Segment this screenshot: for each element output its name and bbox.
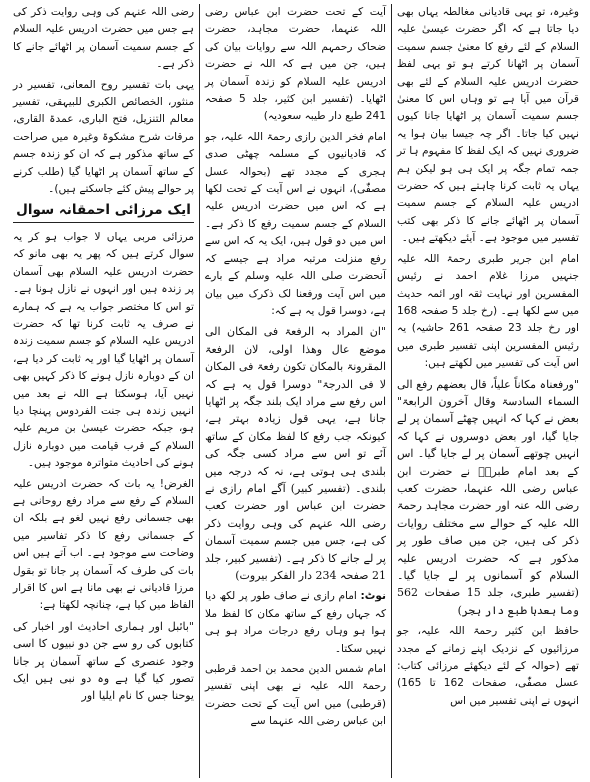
quoted-passage: "ان المراد بہ الرفعۃ فی المکان الی موضع عال وھذا اولی، لان الرفعۃ المقرونۃ بالمکان تکون رفعۃ فی المکان لا فی الدرجۃ" دوسرا قول یہ ہے کہ اس رفع سے مراد ایک بلند جگہ پر اٹھایا جانا ہے، یہی قول زیادہ بہتر ہے، کیونکہ جب رفع کا لفظ مکان کے ساتھ آئے تو اس سے مراد کسی جگہ کی بلندی ہی ہوتی ہے، نہ کہ درجہ میں بلندی۔ (تفسیر کبیر) آگے امام رازی نے حضرت ابن عباس اور حضرت کعب رضی اللہ عنہم کی وہی روایت ذکر کی ہے، جس میں جسم سمیت آسمان پر لے جانے کا ذکر ہے۔ (تفسیر کبیر، جلد 21 صفحہ 234 دار الفکر بیروت)	[205, 325, 386, 582]
paragraph: وغیرہ، تو یہی قادیانی مغالطہ یہاں بھی دیا جاتا ہے کہ اگر حضرت عیسیٰ علیہ السلام کے لئے رفع کا معنیٰ جسم سمیت آسمان پر اٹھانا کرتے ہو تو یہی لفظ حضرت ادریس علیہ السلام کے لئے بھی قرآن میں آیا ہے تو وہاں اس کا معنیٰ جسم سمیت آسمان پر اٹھایا جانا کیوں نہیں کیا جاتا۔ اگر چہ جیسا بیان ہوا یہ ضروری نہیں کہ ایک لفظ کا مفہوم ہا تر جمہ تمام جگہ پر ایک ہی ہو لیکن ہم یہاں یہ ثابت کرنا چاہتے ہیں کہ حضرت ادریس علیہ السلام کے جسم سمیت آسمان پر اٹھائے جانے کا ذکر بھی کتب تفسیر میں موجود ہے۔ آیئے دیکھتے ہیں۔	[397, 6, 579, 245]
section-heading: ایک مرزائی احمقانہ سوال	[13, 202, 194, 222]
column-right	[392, 4, 584, 778]
paragraph: الغرض! یہ بات کہ حضرت ادریس علیہ السلام کے رفع سے مراد رفع روحانی ہے بھی جسمانی رفع نہیں لغو ہے بلکہ ان کے جسمانی رفع کا ذکر تفاسیر میں وضاحت سے موجود ہے۔ اب آتے ہیں اس بات کی طرف کہ آسمان پر جانا تو بقول مرزا قادیانی نے بھی مانا ہے اس کا اقرار الفاظ میں کیا ہے، چنانچہ لکھتا ہے:	[13, 477, 194, 612]
paragraph: امام فخر الدین رازی رحمۃ اللہ علیہ، جو کہ قادیانیوں کے مسلمہ چھٹی صدی ہجری کے مجدد تھے (بحوالہ عسل مصفّٰی)، انہوں نے اس آیت کے تحت لکھا ہے کہ اس میں حضرت ادریس علیہ السلام کے جسم سمیت رفع کا ذکر ہے۔ اس میں دو قول ہیں، ایک یہ کہ اس سے رفع منزلت مرتبہ مراد ہے جیسے کہ آنحضرت صلی اللہ علیہ وسلم کے بارے میں اس آیت ورفعنا لک ذکرک میں بیان ہے، دوسرا قول یہ ہے کہ:	[205, 130, 386, 317]
note-label: نوٹ:	[360, 590, 386, 603]
paragraph: یہی بات تفسیر روح المعانی، تفسیر در منثور، الخصائص الکبری للبیہقی، تفسیر معالم التنزیل، فتح الباری، عمدۃ القاری، مرقات شرح مشکوۃ وغیرہ میں صراحت کے ساتھ مذکور ہے کہ ان کو زندہ جسم کے ساتھ آسمان پر اٹھایا گیا (طلب کرنے پر حوالے پیش کئے جاسکتے ہیں)۔	[13, 78, 194, 196]
quoted-passage: "ورفعناہ مکاناً علیاً، قال بعضھم رفع الی السماء السادسۃ وقال آخرون الرابعۃ" بعض نے کہا کہ انہیں چھٹے آسمان پر لے جایا گیا، اور بعض دوسروں نے کہا کہ انہیں چوتھے آسمان پر لے جایا گیا۔ اس کے بعد امام طبریؒ نے حضرت ابن عباس رضی اللہ عنہما، حضرت کعب رضی اللہ عنہ اور حضرت مجاہد رحمۃ اللہ علیہ کے حوالے سے مختلف روایات ذکر کی ہیں، جن میں صاف طور پر مذکور ہے کہ حضرت ادریس علیہ السلام کو آسمانوں پر لے جایا گیا۔ (تفسیر طبری، جلد 15 صفحات 562 وما بعدہا طبع دار ہجر)	[397, 377, 579, 617]
note-paragraph	[205, 588, 386, 658]
paragraph: رضی اللہ عنہم کی وہی روایت ذکر کی ہے جس میں حضرت ادریس علیہ السلام کے جسم سمیت آسمان پر اٹھائے جانے کا ذکر ہے۔	[13, 6, 194, 71]
paragraph: امام ابن جریر طبری رحمۃ اللہ علیہ جنہیں مرزا غلام احمد نے رئیس المفسرین اور نہایت ثقہ اور ائمہ حدیث میں سے لکھا ہے۔ (رخ جلد 5 صفحہ 168 اور رخ جلد 23 صفحہ 261 حاشیہ) یہ رئیس المفسرین اپنی تفسیر طبری میں اس آیت کی تفسیر میں لکھتے ہیں:	[397, 252, 579, 370]
paragraph: آیت کے تحت حضرت ابن عباس رضی اللہ عنہما، حضرت مجاہد، حضرت ضحاک رحمہم اللہ سے روایات بیان کی ہیں، جن میں ہے کہ اللہ نے حضرت ادریس علیہ السلام کو زندہ آسمان پر اٹھایا۔ (تفسیر ابن کثیر، جلد 5 صفحہ 241 طبع دار طیبہ سعودیہ)	[205, 6, 386, 123]
note-text: امام رازی نے صاف طور پر لکھ دیا کہ جہاں رفع کے ساتھ مکان کا لفظ ملا ہوا ہو وہاں رفع درجات مراد ہو ہی نہیں سکتا۔	[205, 590, 386, 655]
column-middle	[200, 4, 392, 778]
paragraph: مرزائی مربی یہاں لا جواب ہو کر یہ سوال کرتے ہیں کہ پھر یہ بھی مانو کہ حضرت ادریس علیہ السلام بھی آسمان پر زندہ ہیں اور انہوں نے نازل ہونا ہے۔ تو اس کا مختصر جواب یہ ہے کہ ہمارے نے صرف یہ ثابت کرنا تھا کہ حضرت ادریس علیہ السلام کو جسم سمیت زندہ آسمان پر اٹھایا گیا اور یہ ثابت کر دیا ہے، ان کے دوبارہ نازل ہونے کا ذکر کہیں بھی نہیں آیا، ہوسکتا ہے اللہ نے بعد میں انہیں زندہ ہی جنت الفردوس پہنچا دیا ہو، جبکہ حضرت عیسیٰ بن مریم علیہ السلام کے قرب قیامت میں دوبارہ نازل ہونے کی احادیث متواترہ موجود ہیں۔	[13, 230, 194, 470]
paragraph: امام شمس الدین محمد بن احمد قرطبی رحمۃ اللہ علیہ نے بھی اپنی تفسیر (قرطبی) میں اس آیت کے تحت حضرت ابن عباس رضی اللہ عنہما سے	[205, 663, 386, 728]
quoted-passage: "بائبل اور ہماری احادیث اور اخبار کی کتابوں کی رو سے جن دو نبیوں کا اسی وجود عنصری کے ساتھ آسمان پر جانا تصور کیا گیا ہے وہ دو نبی ہیں ایک یوحنا جس کا نام ایلیا اور	[13, 619, 194, 703]
column-left	[8, 4, 200, 778]
paragraph: حافظ ابن کثیر رحمۃ اللہ علیہ، جو مرزائیوں کے نزدیک اپنے زمانے کے مجدد تھے (حوالہ کے لئے دیکھئے مرزائی کتاب: عسل مصفّٰی، صفحات 162 تا 165) انہوں نے اپنی تفسیر میں اس	[397, 625, 579, 707]
